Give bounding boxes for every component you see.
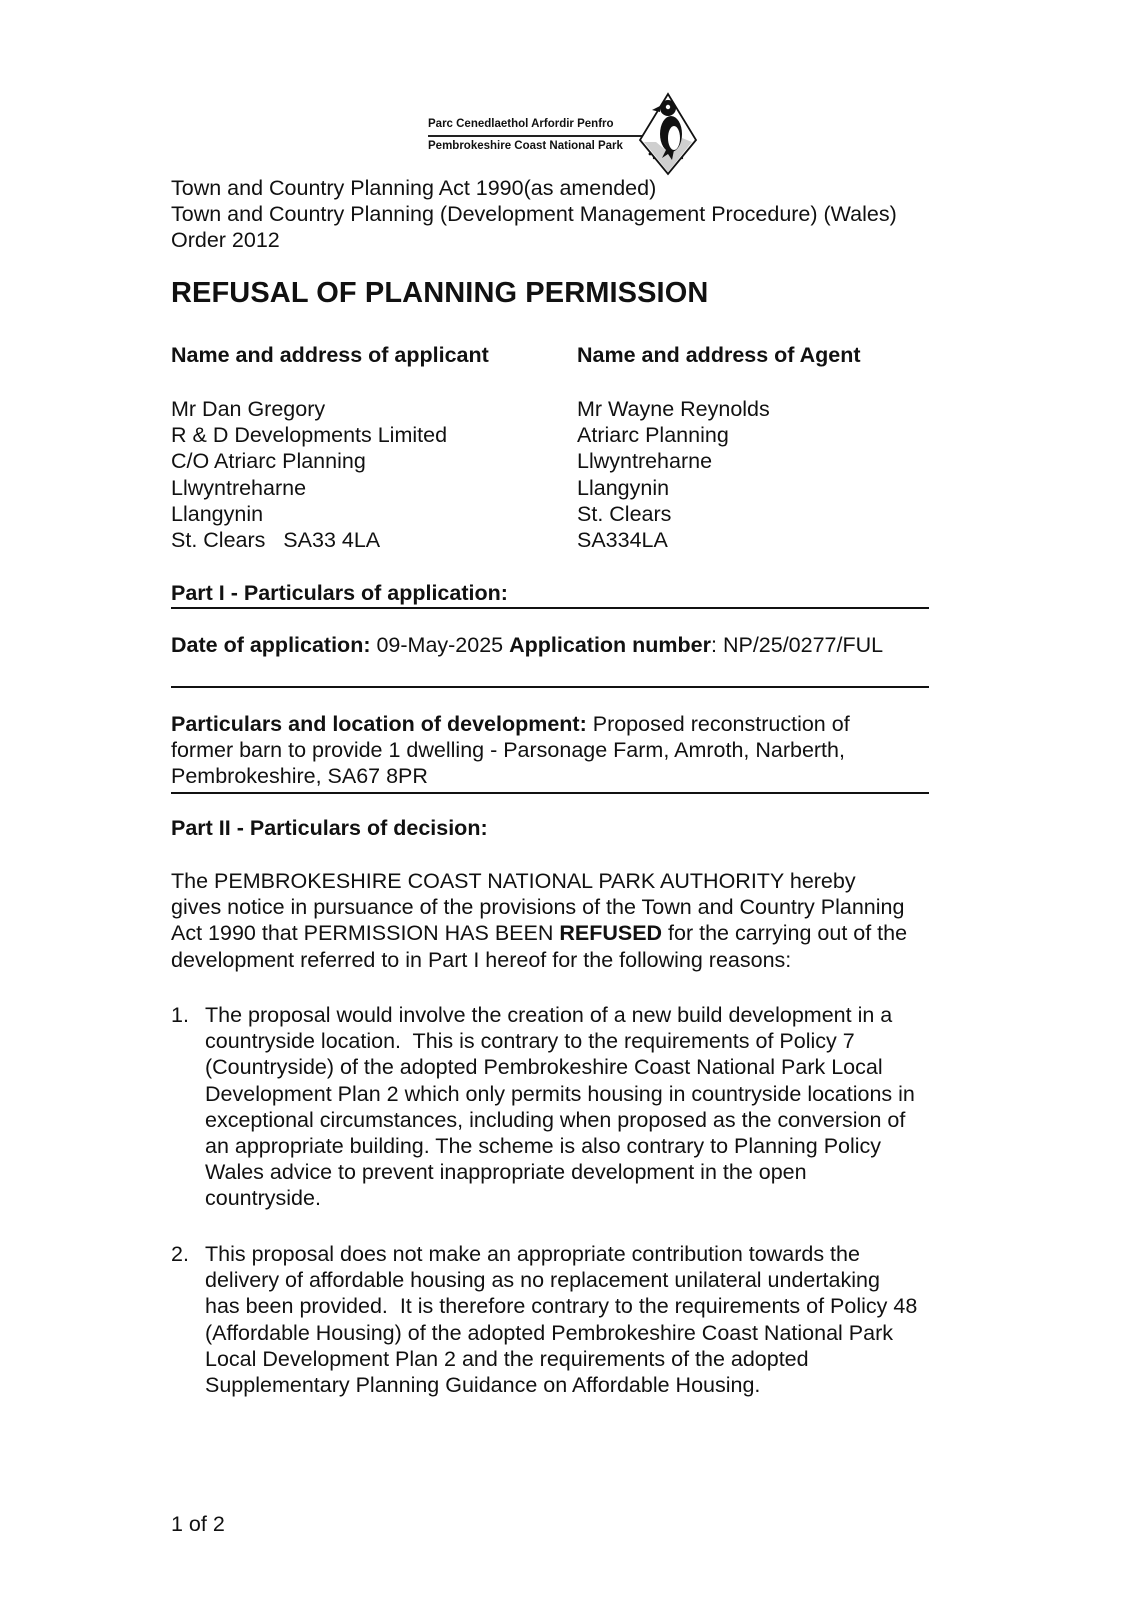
decision-line: development referred to in Part I hereof for the following reasons: xyxy=(171,947,792,972)
applicant-heading: Name and address of applicant xyxy=(171,343,489,367)
page-number: 1 of 2 xyxy=(171,1512,225,1536)
logo-english-name: Pembrokeshire Coast National Park xyxy=(428,140,623,152)
decision-line: gives notice in pursuance of the provisions of the Town and Country Planning xyxy=(171,895,905,920)
agent-heading: Name and address of Agent xyxy=(577,343,861,367)
reason-line: countryside location. This is contrary to the requirements of Policy 7 xyxy=(205,1029,855,1054)
address-line: Llwyntreharne xyxy=(171,475,307,500)
park-logo xyxy=(428,92,708,178)
act-line: Order 2012 xyxy=(171,228,280,253)
application-number-value: : NP/25/0277/FUL xyxy=(711,633,884,657)
date-label: Date of application: xyxy=(171,633,371,657)
part2-heading: Part II - Particulars of decision: xyxy=(171,816,488,840)
reason-line: The proposal would involve the creation of a new build development in a xyxy=(205,1003,893,1027)
divider xyxy=(171,792,929,794)
decision-line: The PEMBROKESHIRE COAST NATIONAL PARK AUTHORITY hereby xyxy=(171,869,856,893)
reason-line: (Affordable Housing) of the adopted Pembrokeshire Coast National Park xyxy=(205,1320,893,1345)
application-number-label: Application number xyxy=(509,633,711,657)
date-value: 09-May-2025 xyxy=(370,633,510,657)
puffin-icon xyxy=(638,92,698,176)
address-line: Mr Wayne Reynolds xyxy=(577,397,770,421)
legislation-heading xyxy=(171,175,991,254)
logo-welsh-name: Parc Cenedlaethol Arfordir Penfro xyxy=(428,118,614,130)
particulars-text: former barn to provide 1 dwelling - Parsonage Farm, Amroth, Narberth, xyxy=(171,738,845,763)
address-line: St. Clears SA33 4LA xyxy=(171,528,381,553)
address-line: Llangynin xyxy=(171,501,264,526)
address-line: Atriarc Planning xyxy=(577,423,729,448)
address-line: Mr Dan Gregory xyxy=(171,397,326,421)
reason-line: delivery of affordable housing as no replacement unilateral undertaking xyxy=(205,1268,880,1293)
applicant-address xyxy=(171,396,447,553)
reason-line: Wales advice to prevent inappropriate development in the open xyxy=(205,1160,807,1185)
reason-line: Supplementary Planning Guidance on Affordable Housing. xyxy=(205,1373,761,1398)
address-line: Llangynin xyxy=(577,475,670,500)
decision-line: for the carrying out of the xyxy=(662,921,908,946)
reason-line: countryside. xyxy=(205,1186,321,1211)
address-line: SA334LA xyxy=(577,528,668,553)
divider xyxy=(171,686,929,688)
act-line: Town and Country Planning (Development Management Procedure) (Wales) xyxy=(171,202,897,227)
divider xyxy=(171,607,929,609)
particulars-text: Proposed reconstruction of xyxy=(586,712,850,736)
reason-number: 2. xyxy=(171,1242,189,1266)
development-particulars xyxy=(171,711,931,790)
address-line: C/O Atriarc Planning xyxy=(171,449,366,474)
application-details xyxy=(171,633,883,658)
refused-label: REFUSED xyxy=(559,921,663,946)
reason-line: an appropriate building. The scheme is also contrary to Planning Policy xyxy=(205,1134,882,1159)
reason-line: (Countryside) of the adopted Pembrokeshire Coast National Park Local xyxy=(205,1055,883,1080)
reason-line: exceptional circumstances, including when proposed as the conversion of xyxy=(205,1107,906,1132)
address-line: Llwyntreharne xyxy=(577,449,713,474)
agent-address xyxy=(577,396,770,553)
reason-number: 1. xyxy=(171,1003,189,1027)
address-line: R & D Developments Limited xyxy=(171,423,448,448)
reason-line: This proposal does not make an appropriate contribution towards the xyxy=(205,1242,860,1266)
particulars-text: Pembrokeshire, SA67 8PR xyxy=(171,764,428,789)
reason-line: Local Development Plan 2 and the requirements of the adopted xyxy=(205,1346,809,1371)
particulars-label: Particulars and location of development: xyxy=(171,712,587,736)
decision-statement xyxy=(171,868,971,973)
reason-line: Development Plan 2 which only permits housing in countryside locations in xyxy=(205,1081,915,1106)
address-line: St. Clears xyxy=(577,501,672,526)
part1-heading: Part I - Particulars of application: xyxy=(171,581,508,605)
document-title: REFUSAL OF PLANNING PERMISSION xyxy=(171,277,709,309)
reason-line: has been provided. It is therefore contrary to the requirements of Policy 48 xyxy=(205,1294,918,1319)
decision-line: Act 1990 that PERMISSION HAS BEEN xyxy=(171,921,560,946)
logo-divider xyxy=(428,135,650,137)
act-line: Town and Country Planning Act 1990(as amended) xyxy=(171,176,657,200)
